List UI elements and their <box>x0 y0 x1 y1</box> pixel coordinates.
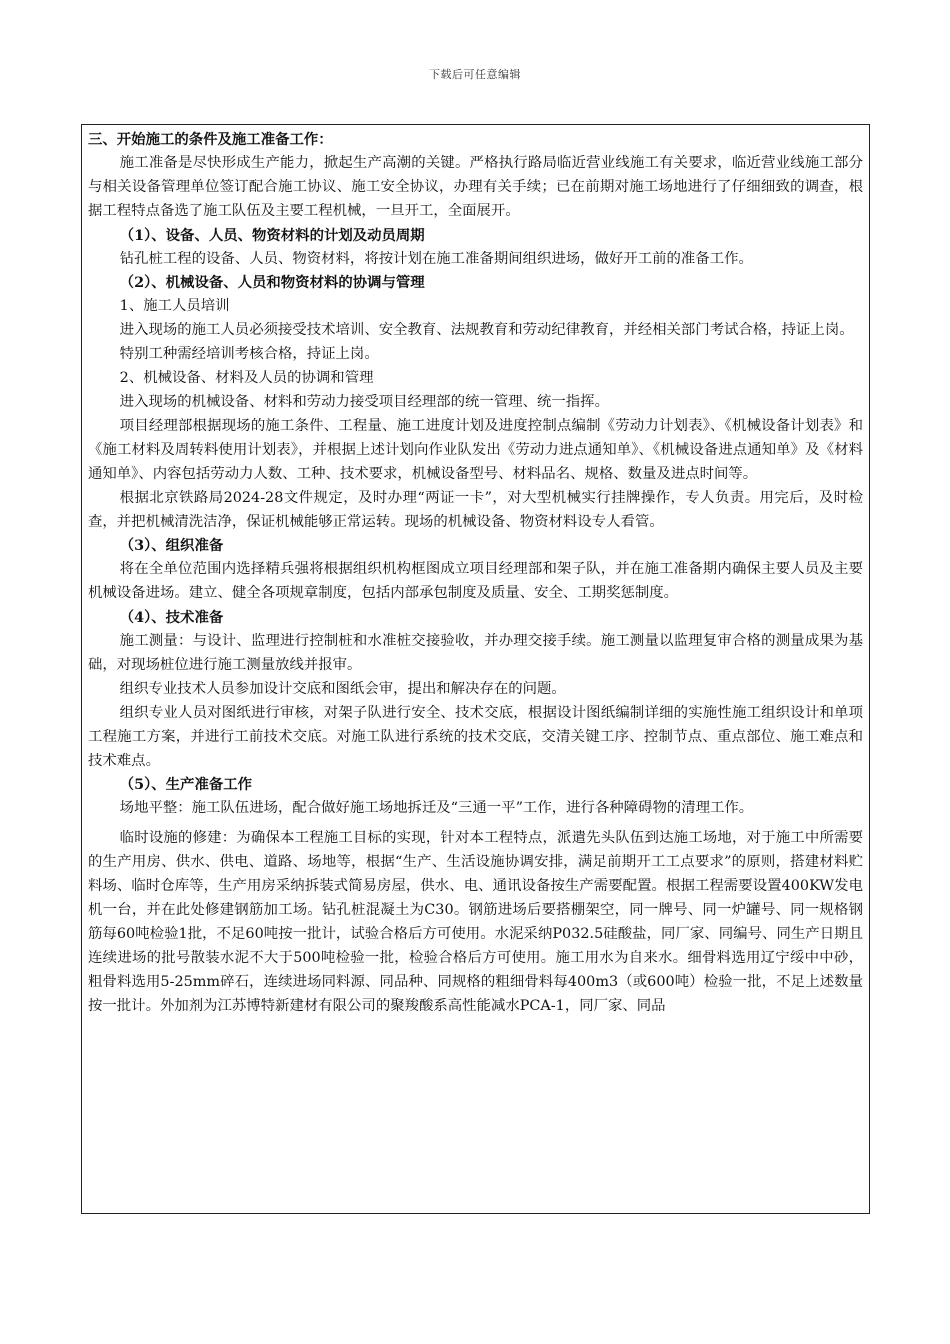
heading-production: （5）、生产准备工作 <box>119 776 253 794</box>
paragraph: 特别工种需经培训考核合格，持证上岗。 <box>119 346 379 363</box>
document-frame <box>81 124 870 1213</box>
paragraph: 根据北京铁路局2024-28文件规定，及时办理“两证一卡”，对大型机械实行挂牌操作，专人负责。用完后，及时检查，并把机械清洗洁净，保证机械能够正常运转。现场的机械设备、物资材料设专人看管。 <box>88 489 863 530</box>
paragraph: 场地平整：施工队伍进场，配合做好施工场地拆迁及“三通一平”工作，进行各种障碍物的清理工作。 <box>119 800 754 817</box>
heading-coordination: （2）、机械设备、人员和物资材料的协调与管理 <box>119 274 425 292</box>
download-note: 下载后可任意编辑 <box>429 68 521 81</box>
paragraph: 钻孔桩工程的设备、人员、物资材料，将按计划在施工准备期间组织进场，做好开工前的准备工作。 <box>119 250 753 267</box>
paragraph: 将在全单位范围内选择精兵强将根据组织机构框图成立项目经理部和架子队，并在施工准备期内确保主要人员及主要机械设备进场。建立、健全各项规章制度，包括内部承包制度及质量、安全、工期奖惩制度。 <box>88 561 863 602</box>
subheading-training: 1、施工人员培训 <box>119 298 230 315</box>
heading-equipment-plan: （1）、设备、人员、物资材料的计划及动员周期 <box>119 226 425 244</box>
frame-bottom-border <box>81 1213 870 1214</box>
heading-technical: （4）、技术准备 <box>119 609 224 627</box>
paragraph: 施工测量：与设计、监理进行控制桩和水准桩交接验收，并办理交接手续。施工测量以监理复审合格的测量成果为基础，对现场桩位进行施工测量放线并报审。 <box>88 633 863 673</box>
paragraph: 进入现场的机械设备、材料和劳动力接受项目经理部的统一管理、统一指挥。 <box>119 393 609 410</box>
paragraph: 项目经理部根据现场的施工条件、工程量、施工进度计划及进度控制点编制《劳动力计划表》、《机械设备计划表》和《施工材料及周转料使用计划表》，并根据上述计划向作业队发出《劳动力进点通知单》、《机械设备进点通知单》及《材料通知单》、内容包括劳动力人数、工种、技术要求，机械设备型号、材料品名、规格、数量及进点时间等。 <box>88 417 863 482</box>
paragraph: 组织专业人员对图纸进行审核，对架子队进行安全、技术交底，根据设计图纸编制详细的实施性施工组织设计和单项工程施工方案，并进行工前技术交底。对施工队进行系统的技术交底，交清关键工序、控制节点、重点部位、施工难点和技术难点。 <box>88 704 863 769</box>
heading-organization: （3）、组织准备 <box>119 537 224 555</box>
paragraph: 临时设施的修建：为确保本工程施工目标的实现，针对本工程特点，派遣先头队伍到达施工场地，对于施工中所需要的生产用房、供水、供电、道路、场地等，根据“生产、生活设施协调安排，满足前期开工工点要求”的原则，搭建材料贮料场、临时仓库等，生产用房采纳拆装式简易房屋，供水、电、通讯设备按生产需要配置。根据工程需要设置400KW发电机一台，并在此处修建钢筋加工场。钻孔桩混凝土为C30。钢筋进场后要搭棚架空，同一牌号、同一炉罐号、同一规格钢筋每60吨检验1批，不足60吨按一批计，试验合格后方可使用。水泥采纳P032.5硅酸盐，同厂家、同编号、同生产日期且连续进场的批号散装水泥不大于500吨检验一批，检验合格后方可使用。施工用水为自来水。细骨料选用辽宁绥中中砂，粗骨料选用5-25mm碎石，连续进场同料源、同品种、同规格的粗细骨料每400m3（或600吨）检验一批，不足上述数量按一批计。外加剂为江苏博特新建材有限公司的聚羧酸系高性能减水PCA-1，同厂家、同品 <box>88 830 863 1014</box>
paragraph: 组织专业技术人员参加设计交底和图纸会审，提出和解决存在的问题。 <box>119 680 566 697</box>
section-title: 三、开始施工的条件及施工准备工作： <box>88 131 333 148</box>
paragraph: 进入现场的施工人员必须接受技术培训、安全教育、法规教育和劳动纪律教育，并经相关部门考试合格，持证上岗。 <box>119 322 854 339</box>
intro-paragraph: 施工准备是尽快形成生产能力，掀起生产高潮的关键。严格执行路局临近营业线施工有关要求，临近营业线施工部分与相关设备管理单位签订配合施工协议、施工安全协议，办理有关手续；已在前期对施工场地进行了仔细细致的调查，根据工程特点备选了施工队伍及主要工程机械，一旦开工，全面展开。 <box>88 154 863 219</box>
subheading-machinery: 2、机械设备、材料及人员的协调和管理 <box>119 370 374 387</box>
